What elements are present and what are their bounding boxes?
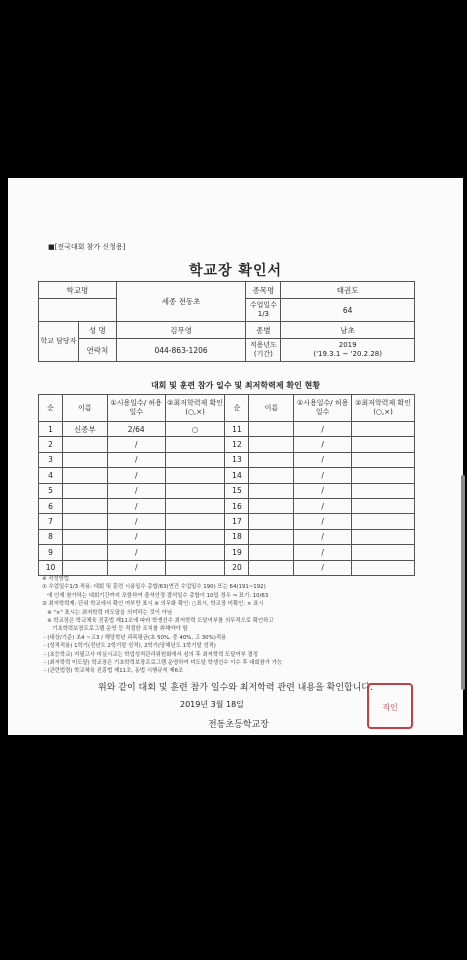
- year-cell: [281, 339, 415, 362]
- list-caption: 대회 및 훈련 참가 일수 및 최저학력제 확인 현황: [150, 381, 321, 390]
- student-name: [62, 545, 107, 560]
- student-name: [62, 529, 107, 544]
- student-name: [249, 483, 294, 498]
- student-name: [249, 529, 294, 544]
- min-grade-check: [165, 498, 225, 513]
- header-days: ①시용일수/ 허용일수: [294, 395, 352, 422]
- table-row: [39, 514, 415, 529]
- name-value: 김무영: [116, 322, 246, 339]
- min-grade-check: [352, 468, 415, 483]
- min-grade-check: [352, 529, 415, 544]
- form-tag: ■[전국대회 참가 신청용]: [48, 243, 126, 251]
- year-label: 적용년도 (기간): [246, 339, 281, 362]
- used-days: /: [107, 529, 165, 544]
- used-days: /: [107, 468, 165, 483]
- student-name: [249, 437, 294, 452]
- min-grade-check: [165, 483, 225, 498]
- used-days: /: [107, 483, 165, 498]
- student-name: [62, 498, 107, 513]
- school-info-table: [38, 281, 415, 362]
- min-grade-check: [165, 529, 225, 544]
- min-grade-check: [165, 545, 225, 560]
- row-number: 6: [39, 498, 63, 513]
- table-row: [39, 560, 415, 575]
- note-line: ※ 학교장은 학교체육 진흥법 제11조에 따라 학생선수 최저학력 도달여부를 의무적으로 확인하고: [42, 618, 274, 625]
- min-grade-check: [352, 483, 415, 498]
- document-page: [8, 178, 463, 735]
- table-row: [39, 545, 415, 560]
- student-name: [62, 468, 107, 483]
- used-days: /: [107, 498, 165, 513]
- contact-label: 연락처: [78, 339, 116, 362]
- min-grade-check: [165, 437, 225, 452]
- row-number: 2: [39, 437, 63, 452]
- row-number: 10: [39, 560, 63, 575]
- header-days: ①시용일수/ 허용일수: [107, 395, 165, 422]
- student-name: [249, 452, 294, 467]
- student-name: [249, 514, 294, 529]
- note-line: - (관련법령) 학교체육 진흥법 제11조, 동법 시행규칙 제6조: [42, 668, 184, 675]
- note-line: ※ "×" 표시는 최저학력 미도달을 의미하는 것이 아님: [42, 609, 173, 616]
- used-days: /: [294, 468, 352, 483]
- used-days: /: [294, 422, 352, 437]
- row-number: 12: [225, 437, 249, 452]
- note-line: 에 인재 참가하는 대회기간까지 포함하여 출석인정 결석일수 총합이 10일 경우 ⇒ 표기: 10/63: [42, 592, 269, 599]
- header-name: 이름: [62, 395, 107, 422]
- confirmation-statement: 위와 같이 대회 및 훈련 참가 일수와 최저학력 관련 내용을 확인합니다.: [98, 683, 373, 693]
- min-grade-check: [165, 452, 225, 467]
- table-row: [39, 529, 415, 544]
- gender-label: 종별: [246, 322, 281, 339]
- used-days: /: [294, 529, 352, 544]
- table-row: [39, 498, 415, 513]
- used-days: /: [294, 483, 352, 498]
- min-grade-check: [352, 560, 415, 575]
- year-value: 2019: [338, 341, 357, 349]
- used-days: /: [107, 560, 165, 575]
- student-name: [62, 483, 107, 498]
- row-number: 15: [225, 483, 249, 498]
- student-name: [62, 514, 107, 529]
- min-grade-check: ○: [165, 422, 225, 437]
- row-number: 13: [225, 452, 249, 467]
- min-grade-check: [352, 422, 415, 437]
- event-value: 태권도: [281, 282, 415, 299]
- writing-instructions: [42, 575, 282, 676]
- student-name: [249, 498, 294, 513]
- scrollbar[interactable]: [461, 475, 465, 690]
- student-name: [249, 422, 294, 437]
- note-line: - (성적적용) 1학기(전년도 2학기말 성적), 2학기(당해년도 1학기말 성적): [42, 643, 216, 650]
- note-line: - (초등학교) 지필고사 미실시교는 학업성적관리위원회에서 심의 후 최저학력 도달여부 결정: [42, 651, 258, 658]
- days-value: 64: [281, 299, 415, 322]
- used-days: /: [294, 560, 352, 575]
- manager-label: 학교 담당자: [39, 322, 79, 362]
- row-number: 1: [39, 422, 63, 437]
- used-days: /: [294, 498, 352, 513]
- participation-table: [38, 394, 415, 576]
- table-row: [39, 437, 415, 452]
- row-number: 20: [225, 560, 249, 575]
- event-label: 종목명: [246, 282, 281, 299]
- row-number: 4: [39, 468, 63, 483]
- row-number: 17: [225, 514, 249, 529]
- note-line: - (최저학력 미도달) 학교장은 기초학력보장프로그램 운영하여 미도달 학생선수 이수 후 대회참가 가능: [42, 660, 283, 667]
- used-days: /: [107, 514, 165, 529]
- gender-value: 남초: [281, 322, 415, 339]
- header-no: 순: [225, 395, 249, 422]
- name-label: 성 명: [78, 322, 116, 339]
- note-line: - (대상/기준) 초4 ~고3 / 해당학년 과목평균(초 50%, 중 40%, 고 30%)적용: [42, 634, 227, 641]
- min-grade-check: [352, 437, 415, 452]
- days-label: 수업일수 1/3: [246, 299, 281, 322]
- row-number: 18: [225, 529, 249, 544]
- used-days: /: [294, 514, 352, 529]
- note-line: 기초학력보장프로그램 운영 등 적절한 조치를 취해야야 함: [42, 626, 188, 633]
- header-no: 순: [39, 395, 63, 422]
- used-days: /: [107, 545, 165, 560]
- year-period: ('19.3.1 ~ '20.2.28): [313, 350, 382, 358]
- table-row: [39, 483, 415, 498]
- principal-name: 전동초등학교장: [208, 720, 269, 730]
- min-grade-check: [165, 560, 225, 575]
- header-check: ②최저학력제 확인(○,×): [352, 395, 415, 422]
- min-grade-check: [165, 514, 225, 529]
- school-name: 세종 전동초: [116, 282, 246, 322]
- table-row: [39, 452, 415, 467]
- note-line: ② 최저학력제: 단위 학교에서 확인 여부만 표시 ※ 의무화 확인: ○표시, 학교장 미확인: × 표시: [42, 601, 264, 608]
- school-label: 학교명: [39, 282, 117, 299]
- student-name: [249, 468, 294, 483]
- student-name: [62, 437, 107, 452]
- row-number: 11: [225, 422, 249, 437]
- header-check: ②최저학력제 확인(○,×): [165, 395, 225, 422]
- used-days: /: [294, 437, 352, 452]
- note-line: ① 수업일수1/3 적용: 대회 및 훈련 시용일수 총합/63(연간 수업일수 190) 또는 64(191~192): [42, 584, 266, 591]
- min-grade-check: [352, 514, 415, 529]
- student-name: [249, 560, 294, 575]
- table-row: [39, 422, 415, 437]
- contact-value: 044-863-1206: [116, 339, 246, 362]
- row-number: 7: [39, 514, 63, 529]
- document-title: 학교장 확인서: [188, 263, 283, 279]
- row-number: 3: [39, 452, 63, 467]
- used-days: /: [107, 437, 165, 452]
- student-name: [62, 452, 107, 467]
- used-days: /: [294, 545, 352, 560]
- used-days: /: [294, 452, 352, 467]
- row-number: 14: [225, 468, 249, 483]
- min-grade-check: [352, 498, 415, 513]
- student-name: 신종부: [62, 422, 107, 437]
- note-line: ※ 작성방법: [42, 576, 70, 582]
- min-grade-check: [352, 452, 415, 467]
- document-date: 2019년 3월 18일: [180, 700, 244, 709]
- student-name: [249, 545, 294, 560]
- min-grade-check: [165, 468, 225, 483]
- row-number: 16: [225, 498, 249, 513]
- row-number: 8: [39, 529, 63, 544]
- official-seal: 직인: [367, 683, 413, 729]
- row-number: 9: [39, 545, 63, 560]
- row-number: 5: [39, 483, 63, 498]
- header-name: 이름: [249, 395, 294, 422]
- min-grade-check: [352, 545, 415, 560]
- used-days: 2/64: [107, 422, 165, 437]
- table-row: [39, 468, 415, 483]
- used-days: /: [107, 452, 165, 467]
- row-number: 19: [225, 545, 249, 560]
- student-name: [62, 560, 107, 575]
